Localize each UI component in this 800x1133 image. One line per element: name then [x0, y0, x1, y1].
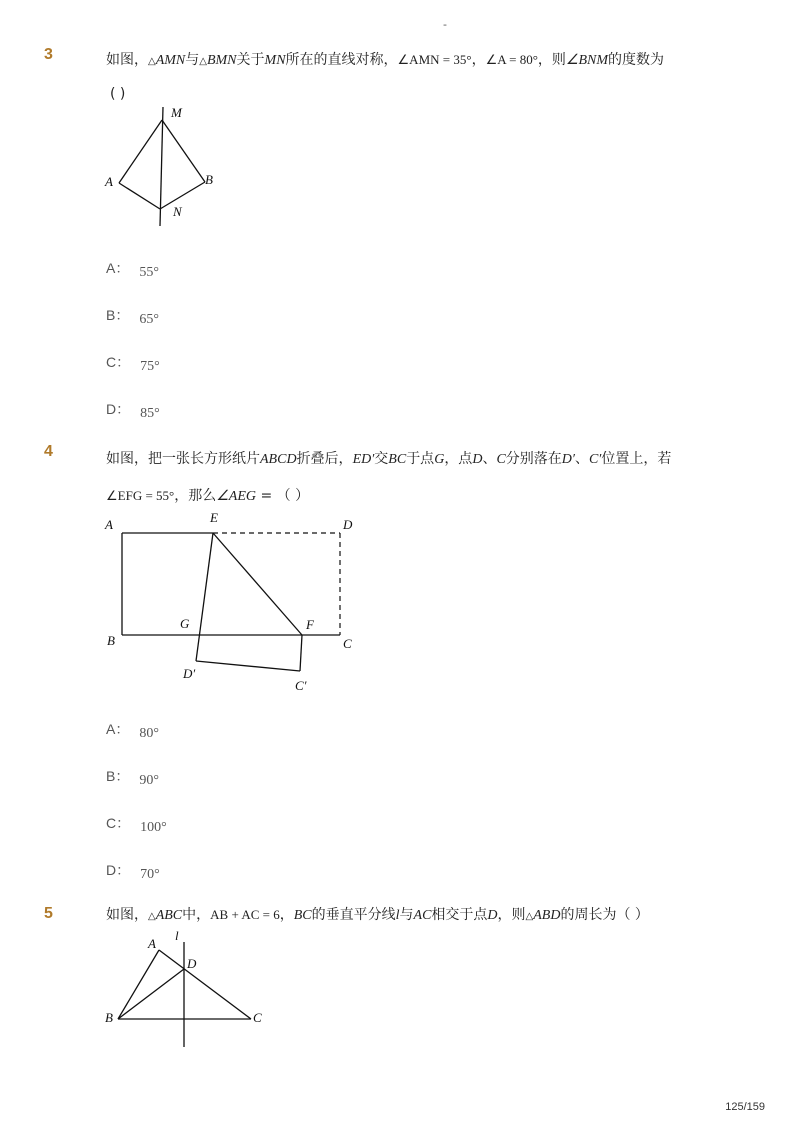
label-a: A: [105, 174, 113, 189]
segment-d-prime-c-prime: [196, 661, 300, 671]
option-letter: B：: [106, 768, 130, 784]
text: 所在的直线对称，: [285, 52, 398, 68]
label-a: A: [105, 517, 113, 532]
option-value: 100°: [140, 820, 167, 835]
text: 的垂直平分线: [311, 907, 396, 923]
math: ABC: [155, 908, 183, 923]
label-f: F: [306, 617, 314, 632]
text: 与: [399, 907, 414, 923]
label-c-prime: C′: [295, 678, 307, 693]
label-e: E: [210, 510, 218, 525]
math: AB + AC = 6: [210, 907, 280, 922]
page-number: 125/159: [725, 1101, 765, 1113]
option-value: 80°: [139, 726, 159, 741]
option-value: 90°: [139, 773, 159, 788]
text: ，: [279, 907, 294, 923]
segment-bd: [118, 969, 184, 1019]
text: = （ ）: [256, 488, 310, 504]
segment-ed-prime: [196, 533, 213, 661]
math: D′: [561, 452, 575, 467]
text: 分别落在: [505, 451, 562, 467]
math: ABD: [533, 908, 561, 923]
text: 于点: [406, 451, 435, 467]
math: AC: [413, 908, 432, 923]
text: 、: [482, 451, 497, 467]
label-g: G: [180, 616, 190, 631]
triangle-symbol: △: [148, 911, 156, 922]
option-d[interactable]: [106, 399, 160, 419]
question-text: [106, 486, 309, 507]
text: 相交于点: [431, 907, 488, 923]
math: D: [472, 452, 483, 467]
label-d: D: [187, 956, 197, 971]
math: BC: [293, 908, 312, 923]
text: ，点: [444, 451, 473, 467]
figure-kite: [100, 104, 230, 234]
label-d: D: [343, 517, 353, 532]
math: BC: [388, 452, 407, 467]
option-letter: C：: [106, 815, 131, 831]
segment-ef: [213, 533, 302, 635]
question-number: 5: [44, 905, 53, 922]
option-letter: C：: [106, 354, 131, 370]
option-d[interactable]: [106, 860, 160, 880]
option-value: 55°: [139, 265, 159, 280]
option-letter: B：: [106, 307, 130, 323]
option-a[interactable]: [106, 258, 159, 278]
figure-triangle-bisector: [100, 926, 280, 1052]
segment-ma: [119, 120, 162, 183]
option-letter: D：: [106, 862, 131, 878]
text: 如图，: [106, 52, 148, 68]
math: ∠AEG: [216, 489, 257, 504]
triangle-symbol: △: [199, 56, 207, 67]
math: C′: [588, 452, 602, 467]
text: ，那么: [174, 488, 217, 504]
label-b: B: [205, 172, 213, 187]
segment-an: [119, 183, 160, 209]
text: ，则: [537, 52, 566, 68]
label-l: l: [175, 928, 179, 943]
text: 中，: [182, 907, 211, 923]
question-text: [106, 905, 649, 927]
segment-ab: [118, 950, 159, 1019]
label-c: C: [253, 1010, 262, 1025]
option-c[interactable]: [106, 352, 160, 372]
label-c: C: [343, 636, 352, 651]
math: ED′: [352, 452, 375, 467]
triangle-symbol: △: [148, 56, 156, 67]
question-number: 3: [44, 46, 53, 63]
math: MN: [264, 53, 286, 68]
text: 位置上，若: [601, 451, 672, 467]
label-n: N: [173, 204, 182, 219]
figure-folded-rectangle: [100, 508, 370, 698]
option-b[interactable]: [106, 766, 159, 786]
label-b: B: [107, 633, 115, 648]
option-value: 65°: [139, 312, 159, 327]
segment-bn: [160, 182, 205, 209]
text: 关于: [236, 52, 265, 68]
label-m: M: [171, 105, 182, 120]
math: ∠AMN = 35°: [397, 52, 472, 67]
math: D: [487, 908, 498, 923]
text: 如图，: [106, 907, 148, 923]
math: BMN: [206, 53, 237, 68]
text: 的度数为: [608, 52, 665, 68]
option-value: 85°: [140, 406, 160, 421]
text: 与: [185, 52, 200, 68]
option-letter: D：: [106, 401, 131, 417]
math: G: [434, 452, 445, 467]
option-a[interactable]: [106, 719, 159, 739]
triangle-symbol: △: [525, 911, 534, 922]
text: 的周长为（ ）: [560, 907, 649, 923]
question-text: [106, 449, 671, 470]
math: ABCD: [260, 452, 297, 467]
text: 折叠后，: [296, 451, 353, 467]
text: ，则: [497, 907, 526, 923]
math: ∠A = 80°: [485, 52, 538, 67]
answer-blank: ( ): [110, 86, 126, 102]
label-a: A: [148, 936, 156, 951]
math: C: [496, 452, 506, 467]
segment-mb: [162, 120, 205, 182]
question-number: 4: [44, 443, 53, 460]
segment-ac: [159, 950, 251, 1019]
segment-c-prime-f: [300, 635, 302, 671]
option-letter: A：: [106, 721, 130, 737]
option-c[interactable]: [106, 813, 167, 833]
math: ∠BNM: [565, 53, 609, 68]
label-b: B: [105, 1010, 113, 1025]
text: 、: [574, 451, 589, 467]
label-d-prime: D′: [183, 666, 196, 681]
header-mark: -: [443, 18, 447, 31]
option-letter: A：: [106, 260, 130, 276]
text: 如图，把一张长方形纸片: [106, 451, 260, 467]
option-value: 70°: [140, 867, 160, 882]
math: l: [395, 908, 400, 923]
text: ，: [471, 52, 486, 68]
option-value: 75°: [140, 359, 160, 374]
math: AMN: [155, 53, 186, 68]
text: 交: [374, 451, 389, 467]
option-b[interactable]: [106, 305, 159, 325]
question-text: [106, 50, 664, 72]
math: ∠EFG = 55°: [106, 488, 175, 503]
